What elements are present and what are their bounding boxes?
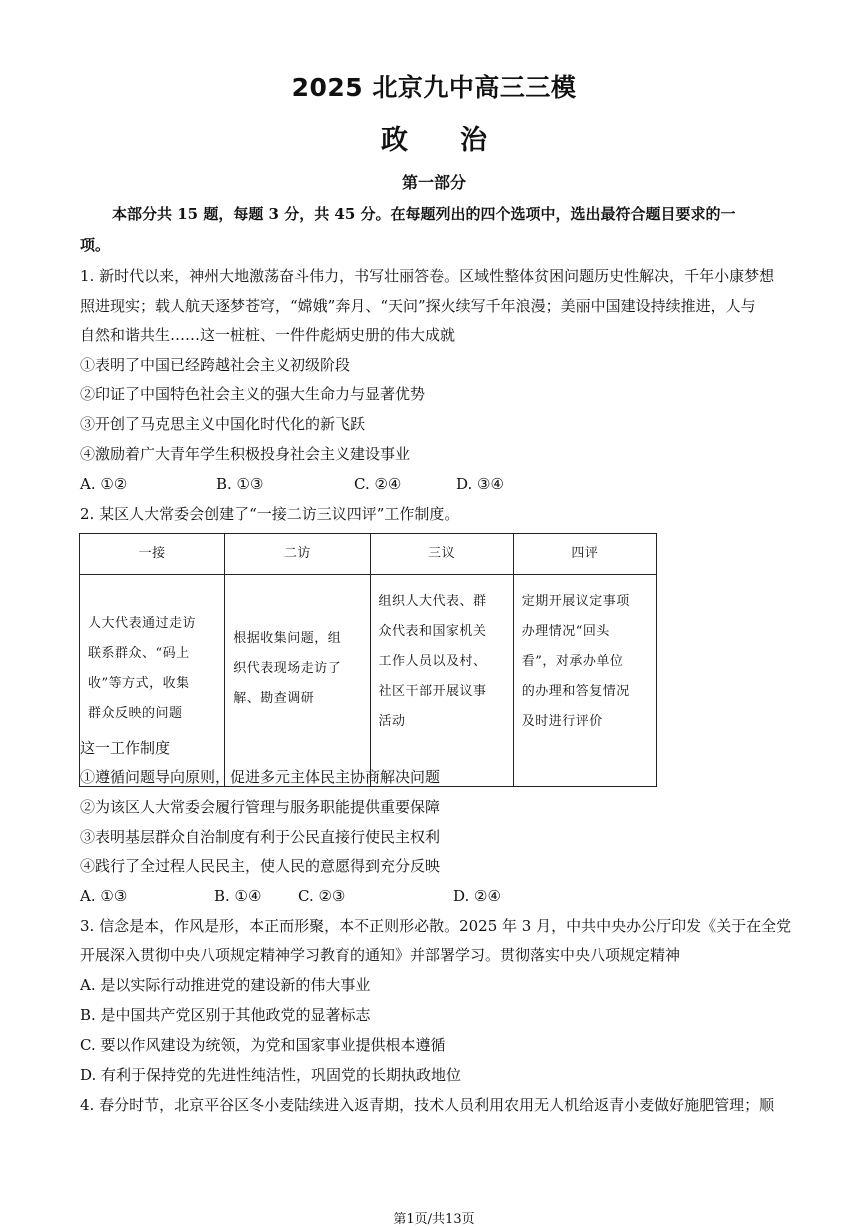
q2-cell-fang: [225, 575, 370, 787]
cell-line: 看”，对承办单位: [521, 654, 624, 669]
cell-line: 工作人员以及村、: [378, 654, 487, 669]
q1-statement-2: ②印证了中国特色社会主义的强大生命力与显著优势: [80, 385, 426, 403]
q2-statement-2: ②为该区人大常委会履行管理与服务职能提供重要保障: [80, 798, 441, 816]
cell-line: 群众反映的问题: [88, 706, 183, 721]
q2-option-c[interactable]: C. ②③: [298, 887, 346, 905]
cell-line: 解、勘查调研: [233, 691, 315, 706]
cell-line: 收”等方式，收集: [88, 676, 190, 691]
q1-stem-line-3: 自然和谐共生……这一桩桩、一件件彪炳史册的伟大成就: [80, 326, 456, 344]
q3-option-a[interactable]: A. 是以实际行动推进党的建设新的伟大事业: [80, 976, 371, 994]
cell-line: 根据收集问题，组: [233, 631, 342, 646]
q2-option-a[interactable]: A. ①③: [80, 887, 128, 905]
q2-statement-3: ③表明基层群众自治制度有利于公民直接行使民主权利: [80, 828, 441, 846]
q2-header-cell: 一接: [80, 534, 225, 575]
q2-lead: 这一工作制度: [80, 739, 171, 757]
q3-option-c[interactable]: C. 要以作风建设为统领，为党和国家事业提供根本遵循: [80, 1036, 446, 1054]
q3-stem-line-2: 开展深入贯彻中央八项规定精神学习教育的通知》并部署学习。贯彻落实中央八项规定精神: [80, 946, 681, 964]
cell-line: 定期开展议定事项: [521, 594, 630, 609]
q2-header-cell: 三议: [370, 534, 513, 575]
q2-option-d[interactable]: D. ②④: [453, 887, 501, 905]
q2-option-b[interactable]: B. ①④: [214, 887, 262, 905]
cell-line: 织代表现场走访了: [233, 661, 342, 676]
instructions-line-1: 本部分共 15 题，每题 3 分，共 45 分。在每题列出的四个选项中，选出最符合题目要求的一: [112, 205, 736, 223]
q2-stem: 2. 某区人大常委会创建了“一接二访三议四评”工作制度。: [80, 505, 460, 523]
q1-option-c[interactable]: C. ②④: [354, 475, 402, 493]
q1-stem-line-2: 照进现实；载人航天逐梦苍穹，“嫦娥”奔月、“天问”探火续写千年浪漫；美丽中国建设持续推进，人与: [80, 297, 756, 315]
q1-statement-4: ④激励着广大青年学生积极投身社会主义建设事业: [80, 445, 411, 463]
cell-line: 组织人大代表、群: [378, 594, 487, 609]
page-number: 第1页/共13页: [393, 1212, 475, 1227]
q3-option-b[interactable]: B. 是中国共产党区别于其他政党的显著标志: [80, 1006, 371, 1024]
q1-option-a[interactable]: A. ①②: [80, 475, 128, 493]
q2-header-cell: 二访: [225, 534, 370, 575]
cell-line: 社区干部开展议事: [378, 684, 487, 699]
cell-line: 人大代表通过走访: [88, 616, 197, 631]
cell-line: 及时进行评价: [521, 714, 603, 729]
cell-line: 众代表和国家机关: [378, 624, 487, 639]
q3-option-d[interactable]: D. 有利于保持党的先进性纯洁性，巩固党的长期执政地位: [80, 1066, 462, 1084]
q2-statement-1: ①遵循问题导向原则，促进多元主体民主协商解决问题: [80, 768, 441, 786]
cell-line: 办理情况“回头: [521, 624, 610, 639]
cell-line: 的办理和答复情况: [521, 684, 630, 699]
part-heading: 第一部分: [401, 173, 466, 192]
q1-stem-line-1: 1. 新时代以来，神州大地激荡奋斗伟力，书写壮丽答卷。区域性整体贫困问题历史性解决，千年小康梦想: [80, 267, 775, 285]
q2-header-cell: 四评: [513, 534, 656, 575]
subject-title: 政治: [381, 125, 539, 156]
q2-table-header-row: [80, 534, 657, 575]
exam-title: 2025 北京九中高三三模: [291, 73, 577, 102]
q3-stem-line-1: 3. 信念是本，作风是形，本正而形聚，本不正则形必散。2025 年 3 月，中共中央办公厅印发《关于在全党: [80, 917, 792, 935]
q2-cell-ping: [513, 575, 656, 787]
instructions-line-2: 项。: [80, 236, 111, 254]
q2-cell-yi: [370, 575, 513, 787]
q2-statement-4: ④践行了全过程人民民主，使人民的意愿得到充分反映: [80, 857, 441, 875]
q1-option-b[interactable]: B. ①③: [216, 475, 264, 493]
q4-stem-line-1: 4. 春分时节，北京平谷区冬小麦陆续进入返青期，技术人员利用农用无人机给返青小麦做好施肥管理；顺: [80, 1096, 775, 1114]
q1-statement-3: ③开创了马克思主义中国化时代化的新飞跃: [80, 415, 366, 433]
q1-option-d[interactable]: D. ③④: [456, 475, 504, 493]
q1-statement-1: ①表明了中国已经跨越社会主义初级阶段: [80, 356, 351, 374]
cell-line: 联系群众、“码上: [88, 646, 190, 661]
cell-line: 活动: [378, 714, 406, 729]
